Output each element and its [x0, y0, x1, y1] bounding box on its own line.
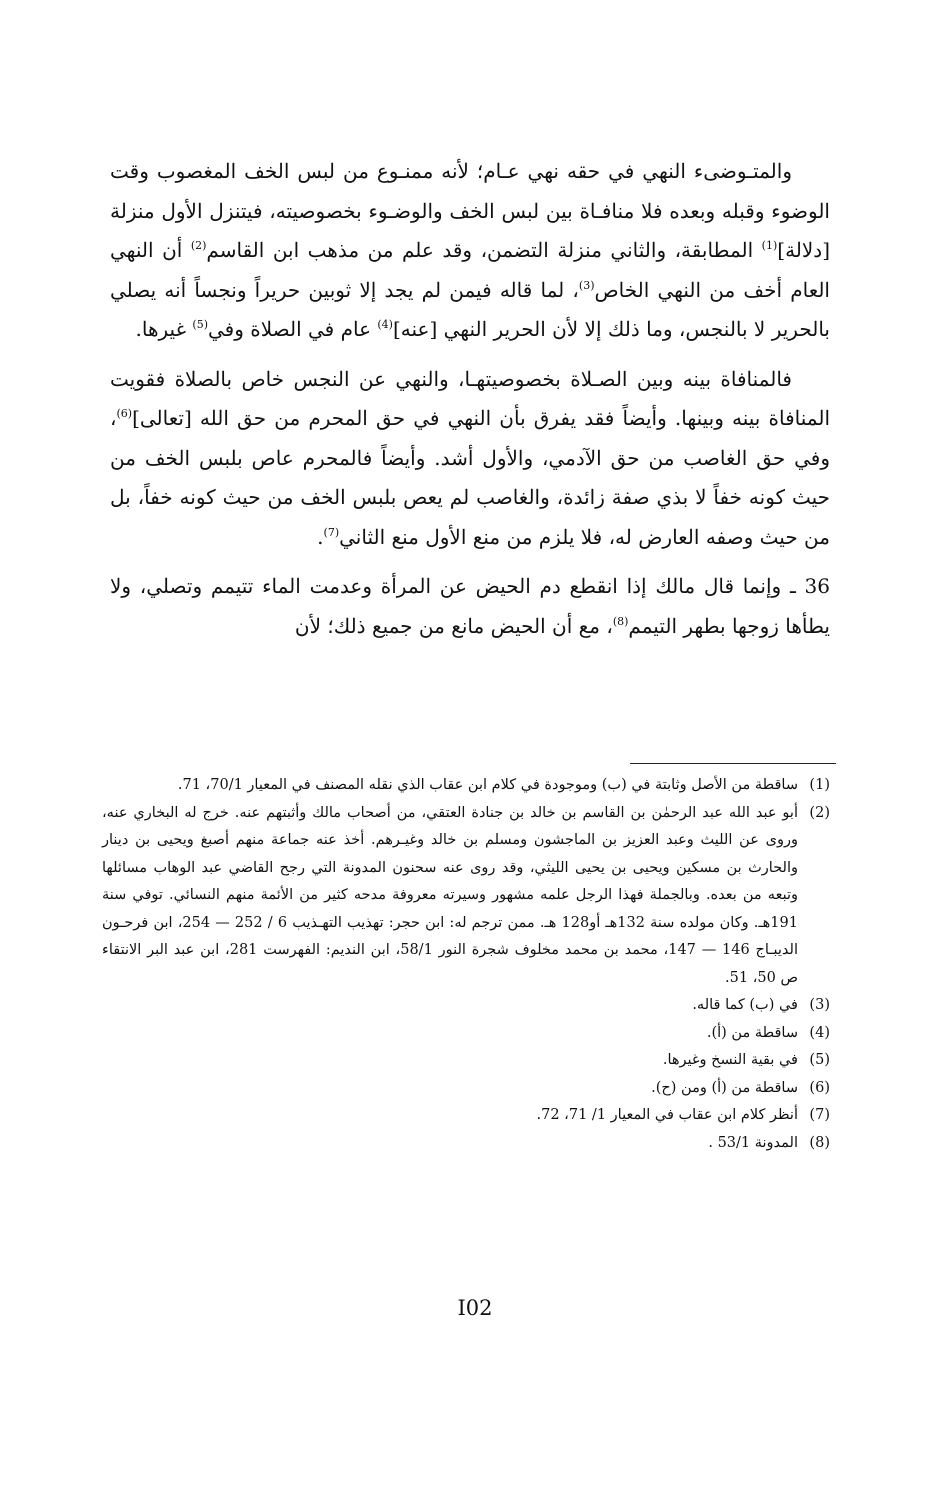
footnote-ref: (6) — [116, 407, 133, 420]
footnote-text: في بقية النسخ وغيرها. — [662, 1052, 798, 1068]
paragraph — [110, 360, 830, 558]
footnote-number: (1) — [809, 777, 830, 793]
footnote-number: (7) — [809, 1107, 830, 1123]
footnote-text: أنظر كلام ابن عقاب في المعيار 1/ 71، 72. — [536, 1107, 798, 1123]
footnote — [102, 1130, 830, 1158]
footnote-text: أبو عبد الله عبد الرحمٰن بن القاسم بن خالد بن جنادة العتقي، من أصحاب مالك وأثبتهم عنه. خرج له البخاري عنه، وروى عن الليث وعبد العزيز بن الماجشون ومسلم بن خالد وغيـرهم. أخذ عنه جماعة منهم أصبغ ويحيى بن دينار والحارث بن مسكين ويحيى بن يحيى الليثي، وقد روى عنه سحنون المدونة التي رجح القاضي عبد الوهاب مسائلها وتبعه من بعده. وبالجملة فهذا الرجل علمه مشهور وسيرته معروفة مدحه كثير من الأئمة منهم النسائي. توفي سنة 191هـ. وكان مولده سنة 132هـ أو128 هـ. ممن ترجم له: ابن حجر: تهذيب التهـذيب 6 / 252 — 254، ابن فرحـون الديبـاج 146 — 147، محمد بن محمد مخلوف شجرة النور 58/1، ابن النديم: الفهرست 281، ابن عبد البر الانتقاء ص 50، 51. — [102, 804, 798, 986]
page-number: I02 — [457, 1296, 493, 1320]
footnote-number: (4) — [809, 1024, 830, 1041]
text-run: . — [317, 524, 324, 549]
footnote-ref: (4) — [377, 318, 393, 331]
text-run: والمتـوضىء النهي في حقه نهي عـام؛ لأنه ممنـوع من لبس الخف المغصوب وقت الوضوء وقبله وبعده فلا منافـاة بين لبس الخف والوضـوء بخصوصيته، فيتنزل الأول منزلة [دلالة] — [110, 159, 830, 262]
footnote-text: ساقطة من (أ). — [706, 1024, 798, 1041]
footnote-ref: (1) — [761, 239, 778, 252]
paragraph — [110, 152, 830, 350]
text-run: ، مع أن الحيض مانع من جميع ذلك؛ لأن — [294, 613, 613, 638]
footnote-text: ساقطة من الأصل وثابتة في (ب) وموجودة في كلام ابن عقاب الذي نقله المصنف في المعيار 70/1، 71. — [177, 777, 798, 793]
text-run: ، لما قاله فيمن لم يجد إلا ثوبين حريراً ونجساً أنه يصلي بالحرير لا بالنجس، وما ذلك إلا لأن الحرير النهي [عنه] — [110, 277, 830, 341]
footnote-number: (2) — [809, 804, 830, 821]
footnote — [102, 1102, 830, 1130]
footnote-ref: (5) — [192, 318, 208, 331]
item-number: 36 ـ — [781, 574, 830, 598]
footnote — [102, 992, 830, 1020]
footnote — [102, 1075, 830, 1103]
footnote-ref: (3) — [578, 278, 595, 292]
text-run: فالمنافاة بينه وبين الصـلاة بخصوصيتهـا، والنهي عن النجس خاص بالصلاة فقويت المنافاة بينه وبينها. وأيضاً فقد يفرق بأن النهي في حق المحرم من حق الله [تعالى] — [110, 366, 830, 430]
text-run: غيرها. — [135, 317, 193, 341]
text-run: المطابقة، والثاني منزلة التضمن، وقد علم من مذهب ابن القاسم — [206, 238, 762, 262]
footnote — [102, 772, 830, 800]
footnote-text: ساقطة من (أ) ومن (ح). — [651, 1079, 798, 1096]
footnote — [102, 1020, 830, 1048]
footnote-number: (8) — [809, 1134, 830, 1151]
footnote-text: في (ب) كما قاله. — [692, 997, 798, 1013]
footnote-ref: (2) — [190, 239, 207, 252]
footnote-text: المدونة 53/1 . — [708, 1134, 798, 1151]
footnote-number: (6) — [809, 1079, 830, 1096]
text-run: عام في الصلاة وفي — [208, 317, 378, 341]
footnote-number: (5) — [809, 1052, 830, 1068]
paragraph — [110, 567, 830, 646]
footnote — [102, 800, 830, 993]
footnote-ref: (8) — [612, 614, 629, 628]
footnotes — [102, 772, 830, 1157]
footnote-separator — [630, 763, 836, 764]
footnote-number: (3) — [809, 997, 830, 1013]
text-run: ، وفي حق الغاصب من حق الآدمي، والأول أشد. وأيضاً فالمحرم عاص بلبس الخف من حيث كونه خفاً لا بذي صفة زائدة، والغاصب لم يعص بلبس الخف من حيث كونه خفاً، بل من حيث وصفه العارض له، فلا يلزم من منع الأول منع الثاني — [110, 406, 830, 549]
text-run: وإنما قال مالك إذا انقطع دم الحيض عن المرأة وعدمت الماء تتيمم وتصلي، ولا يطأها زوجها بطهر التيمم — [110, 574, 830, 638]
footnote-ref: (7) — [323, 525, 340, 539]
footnote — [102, 1047, 830, 1075]
text-run: أن النهي العام أخف من النهي الخاص — [110, 238, 830, 302]
main-text — [110, 152, 830, 656]
